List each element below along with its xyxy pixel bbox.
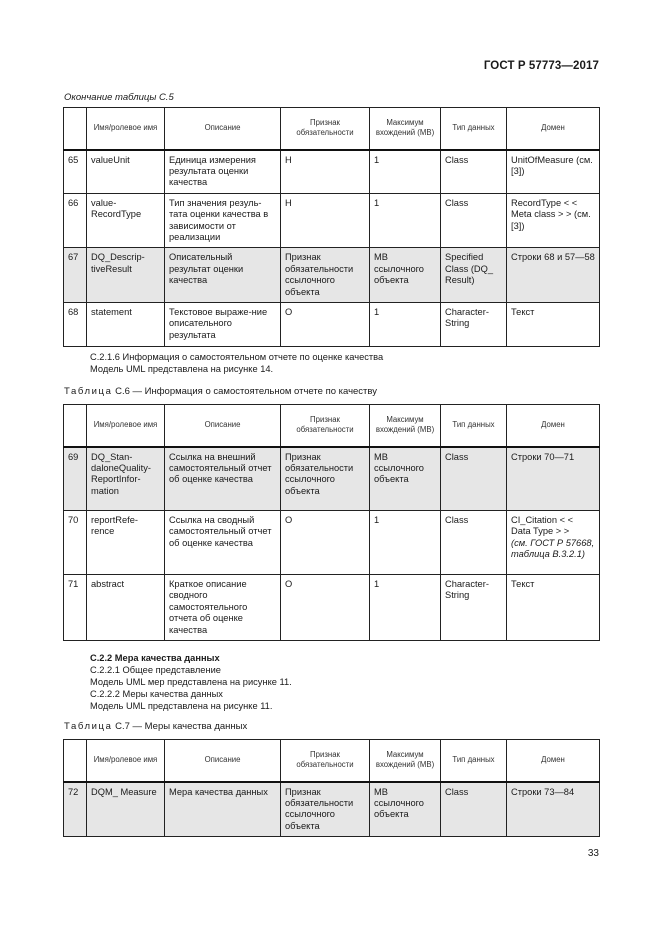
table-c5 xyxy=(63,107,600,347)
table-title: С.7 — Меры качества данных xyxy=(112,721,248,732)
cell-num: 67 xyxy=(64,248,87,303)
paragraph-line: Модель UML мер представлена на рисунке 11. xyxy=(90,677,292,687)
cell-max: 1 xyxy=(370,150,441,194)
cell-obligation: Признак обязательности ссылочного объекта xyxy=(281,248,370,303)
section-c216 xyxy=(90,351,383,375)
cell-num: 66 xyxy=(64,193,87,248)
cell-obligation: Н xyxy=(281,150,370,194)
table-row xyxy=(64,193,600,248)
cell-num: 70 xyxy=(64,511,87,575)
header-datatype: Тип данных xyxy=(441,740,507,782)
cell-max: 1 xyxy=(370,193,441,248)
table-c7 xyxy=(63,739,600,837)
cell-max: 1 xyxy=(370,575,441,641)
cell-domain: Строки 70—71 xyxy=(507,447,600,511)
cell-description: Мера качества данных xyxy=(165,782,281,837)
document-id: ГОСТ Р 57773—2017 xyxy=(483,60,599,72)
cell-obligation: O xyxy=(281,511,370,575)
cell-name: valueUnit xyxy=(87,150,165,194)
cell-obligation: O xyxy=(281,302,370,346)
cell-domain: UnitOfMeasure (см. [3]) xyxy=(507,150,600,194)
table-header-row xyxy=(64,740,600,782)
cell-num: 68 xyxy=(64,302,87,346)
header-num xyxy=(64,405,87,447)
table-label: Таблица xyxy=(64,386,113,397)
table-title: С.6 — Информация о самостоятельном отчете по качеству xyxy=(112,386,377,397)
cell-domain: Строки 73—84 xyxy=(507,782,600,837)
cell-obligation: Признак обязательности ссылочного объекта xyxy=(281,782,370,837)
cell-max: МВ ссылочного объекта xyxy=(370,782,441,837)
paragraph-line: С.2.2.2 Меры качества данных xyxy=(90,689,223,699)
header-obligation: Признак обязательности xyxy=(281,405,370,447)
cell-name: DQM_ Measure xyxy=(87,782,165,837)
cell-name: DQ_Descrip-tiveResult xyxy=(87,248,165,303)
header-domain: Домен xyxy=(507,108,600,150)
cell-obligation: O xyxy=(281,575,370,641)
cell-max: МВ ссылочного объекта xyxy=(370,447,441,511)
cell-name: DQ_Stan-daloneQuality-ReportInfor-mation xyxy=(87,447,165,511)
header-datatype: Тип данных xyxy=(441,108,507,150)
header-num xyxy=(64,740,87,782)
cell-obligation: Н xyxy=(281,193,370,248)
header-max-occurrence: Максимум вхождений (МВ) xyxy=(370,405,441,447)
header-description: Описание xyxy=(165,405,281,447)
cell-domain: Текст xyxy=(507,575,600,641)
cell-name: value-RecordType xyxy=(87,193,165,248)
cell-datatype: Class xyxy=(441,150,507,194)
cell-datatype: Specified Class (DQ_ Result) xyxy=(441,248,507,303)
cell-num: 71 xyxy=(64,575,87,641)
cell-datatype: Class xyxy=(441,782,507,837)
cell-max: 1 xyxy=(370,511,441,575)
domain-main: CI_Citation < < Data Type > > xyxy=(511,515,574,537)
header-max-occurrence: Максимум вхождений (МВ) xyxy=(370,740,441,782)
table-row xyxy=(64,302,600,346)
header-name: Имя/ролевое имя xyxy=(87,108,165,150)
cell-description: Единица измерения результата оценки качества xyxy=(165,150,281,194)
paragraph-line: С.2.1.6 Информация о самостоятельном отчете по оценке качества xyxy=(90,352,384,362)
table-row xyxy=(64,248,600,303)
header-description: Описание xyxy=(165,108,281,150)
table-c7-caption xyxy=(64,721,247,732)
paragraph-line: Модель UML представлена на рисунке 11. xyxy=(90,701,273,711)
header-obligation: Признак обязательности xyxy=(281,108,370,150)
cell-description: Текстовое выраже-ние описательного результата xyxy=(165,302,281,346)
cell-max: МВ ссылочного объекта xyxy=(370,248,441,303)
cell-num: 72 xyxy=(64,782,87,837)
cell-datatype: Character-String xyxy=(441,302,507,346)
header-description: Описание xyxy=(165,740,281,782)
cell-num: 69 xyxy=(64,447,87,511)
section-heading: С.2.2 Мера качества данных xyxy=(90,653,220,663)
table-row xyxy=(64,447,600,511)
header-num xyxy=(64,108,87,150)
cell-description: Описательный результат оценки качества xyxy=(165,248,281,303)
header-domain: Домен xyxy=(507,740,600,782)
cell-datatype: Class xyxy=(441,193,507,248)
table-c6 xyxy=(63,404,600,641)
cell-name: reportRefe-rence xyxy=(87,511,165,575)
cell-datatype: Class xyxy=(441,511,507,575)
header-domain: Домен xyxy=(507,405,600,447)
table-header-row xyxy=(64,405,600,447)
cell-description: Краткое описание сводного самостоятельного отчета об оценке качества xyxy=(165,575,281,641)
cell-max: 1 xyxy=(370,302,441,346)
cell-name: abstract xyxy=(87,575,165,641)
cell-domain: Текст xyxy=(507,302,600,346)
cell-obligation: Признак обязательности ссылочного объекта xyxy=(281,447,370,511)
header-name: Имя/ролевое имя xyxy=(87,740,165,782)
table-row xyxy=(64,782,600,837)
table-c5-caption: Окончание таблицы С.5 xyxy=(64,92,174,103)
table-c6-caption xyxy=(64,386,377,397)
table-row xyxy=(64,150,600,194)
header-name: Имя/ролевое имя xyxy=(87,405,165,447)
cell-domain: RecordType < < Meta class > > (см. [3]) xyxy=(507,193,600,248)
table-header-row xyxy=(64,108,600,150)
table-row xyxy=(64,575,600,641)
cell-datatype: Character-String xyxy=(441,575,507,641)
domain-reference: (см. ГОСТ Р 57668, таблица В.3.2.1) xyxy=(511,537,595,560)
cell-domain xyxy=(507,511,600,575)
page-number: 33 xyxy=(587,848,599,859)
cell-name: statement xyxy=(87,302,165,346)
header-datatype: Тип данных xyxy=(441,405,507,447)
cell-description: Ссылка на сводный самостоятельный отчет об оценке качества xyxy=(165,511,281,575)
table-row xyxy=(64,511,600,575)
header-obligation: Признак обязательности xyxy=(281,740,370,782)
header-max-occurrence: Максимум вхождений (МВ) xyxy=(370,108,441,150)
cell-domain: Строки 68 и 57—58 xyxy=(507,248,600,303)
paragraph-line: Модель UML представлена на рисунке 14. xyxy=(90,364,274,374)
cell-description: Тип значения резуль-тата оценки качества в зависимости от реализации xyxy=(165,193,281,248)
cell-datatype: Class xyxy=(441,447,507,511)
cell-description: Ссылка на внешний самостоятельный отчет об оценке качества xyxy=(165,447,281,511)
paragraph-line: С.2.2.1 Общее представление xyxy=(90,665,221,675)
cell-num: 65 xyxy=(64,150,87,194)
section-c22 xyxy=(90,652,292,712)
table-label: Таблица xyxy=(64,721,113,732)
